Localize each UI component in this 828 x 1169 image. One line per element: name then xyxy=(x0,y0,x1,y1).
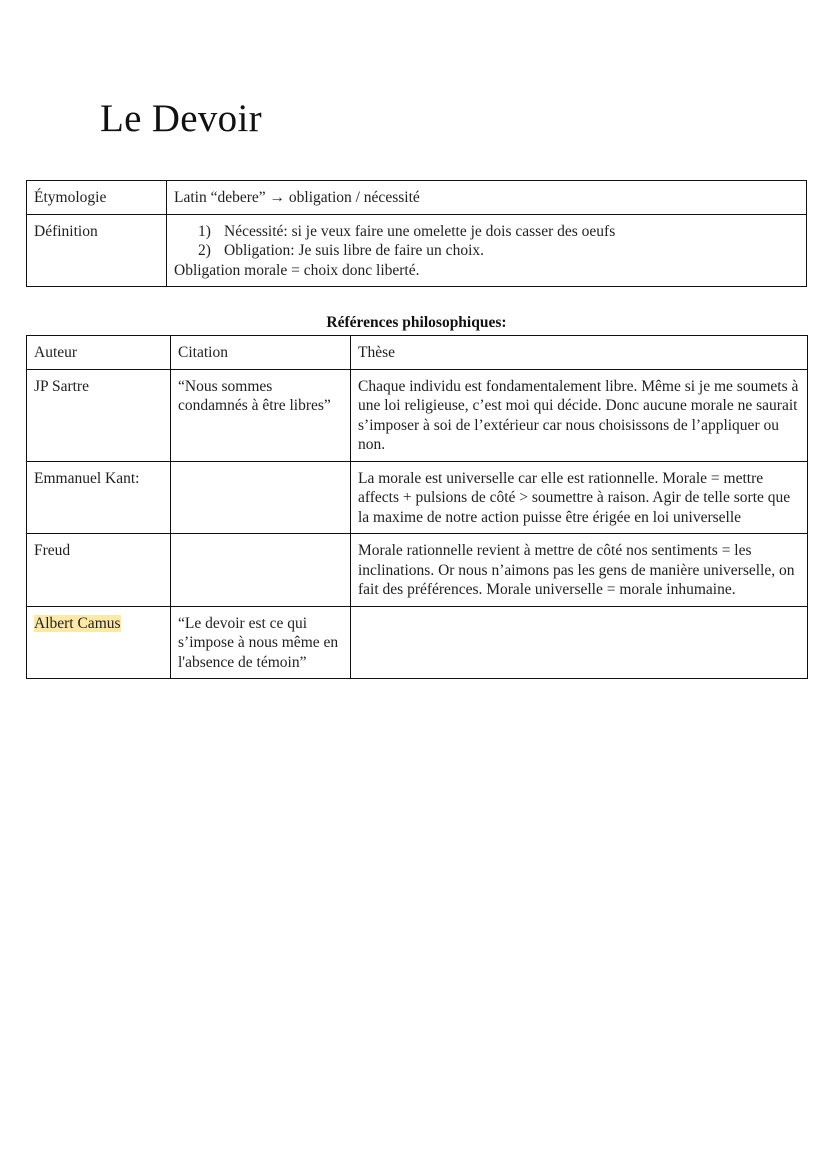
definition-list xyxy=(174,222,800,261)
definition-row xyxy=(27,214,807,287)
author-cell xyxy=(27,606,171,679)
definition-value xyxy=(167,214,807,287)
author-cell: Freud xyxy=(27,534,171,607)
table-row xyxy=(27,606,808,679)
column-header-author: Auteur xyxy=(27,336,171,370)
definition-table xyxy=(26,180,807,287)
etymology-label: Étymologie xyxy=(27,181,167,215)
thesis-cell: La morale est universelle car elle est rationnelle. Morale = mettre affects + pulsions de côté > soumettre à raison. Agir de telle sorte que la maxime de notre action puisse être érigée en loi universelle xyxy=(351,461,808,534)
list-number: 2) xyxy=(198,242,211,259)
definition-item xyxy=(198,222,800,242)
quote-cell xyxy=(171,534,351,607)
column-header-thesis: Thèse xyxy=(351,336,808,370)
table-row xyxy=(27,369,808,461)
quote-cell: “Le devoir est ce qui s’impose à nous même en l'absence de témoin” xyxy=(171,606,351,679)
thesis-cell: Morale rationnelle revient à mettre de côté nos sentiments = les inclinations. Or nous n’aimons pas les gens de manière universelle, on fait des préférences. Morale universelle = morale inhumaine. xyxy=(351,534,808,607)
table-header-row xyxy=(27,336,808,370)
quote-cell xyxy=(171,461,351,534)
list-number: 1) xyxy=(198,222,211,240)
column-header-quote: Citation xyxy=(171,336,351,370)
references-table xyxy=(26,335,808,679)
thesis-cell xyxy=(351,606,808,679)
highlighted-author: Albert Camus xyxy=(34,614,121,632)
definition-label: Définition xyxy=(27,214,167,287)
definition-item-text: Obligation: Je suis libre de faire un choix. xyxy=(224,242,484,259)
quote-cell: “Nous sommes condamnés à être libres” xyxy=(171,369,351,461)
table-row xyxy=(27,534,808,607)
page-title: Le Devoir xyxy=(100,97,262,140)
author-cell: JP Sartre xyxy=(27,369,171,461)
definition-item-text: Nécessité: si je veux faire une omelette je dois casser des oeufs xyxy=(224,222,616,240)
table-row xyxy=(27,461,808,534)
definition-note: Obligation morale = choix donc liberté. xyxy=(174,261,420,279)
thesis-cell: Chaque individu est fondamentalement libre. Même si je me soumets à une loi religieuse, c’est moi qui décide. Donc aucune morale ne saurait s’imposer à soi de l’extérieur car nous choisissons de l’appliquer ou non. xyxy=(351,369,808,461)
definition-item xyxy=(198,241,800,261)
etymology-value: Latin “debere” → obligation / nécessité xyxy=(167,181,807,215)
author-cell: Emmanuel Kant: xyxy=(27,461,171,534)
etymology-row xyxy=(27,181,807,215)
section-heading: Références philosophiques: xyxy=(326,314,507,331)
